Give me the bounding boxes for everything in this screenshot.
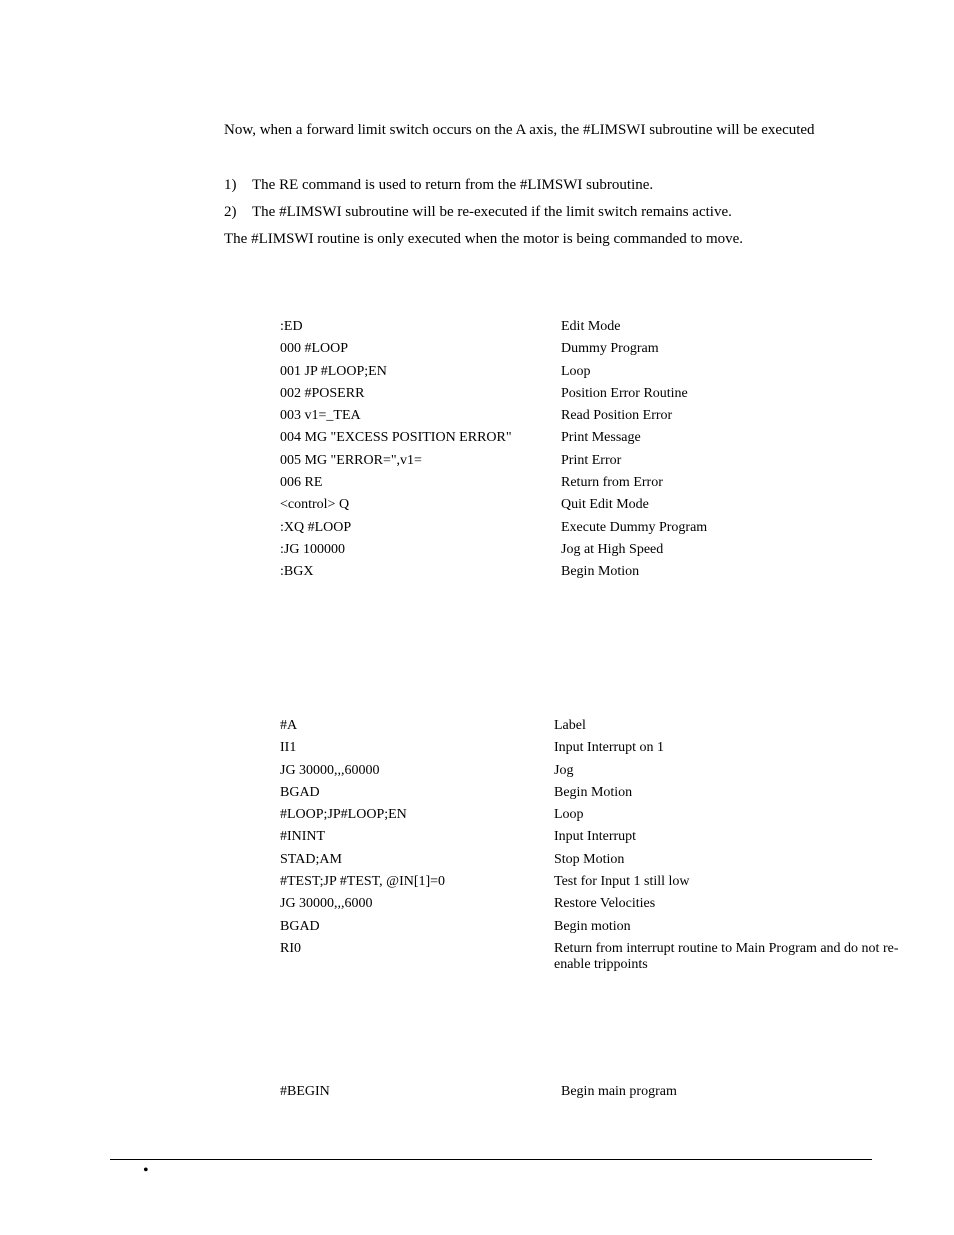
command-cell: RI0 — [280, 940, 301, 956]
command-cell: JG 30000,,,6000 — [280, 896, 373, 912]
command-cell: BGAD — [280, 918, 320, 934]
description-cell: Quit Edit Mode — [561, 497, 649, 513]
command-cell: #TEST;JP #TEST, @IN[1]=0 — [280, 874, 446, 890]
description-cell: Position Error Routine — [561, 385, 688, 401]
footer-bullet: • — [143, 1162, 149, 1179]
command-cell: 004 MG "EXCESS POSITION ERROR" — [280, 430, 512, 446]
command-cell: BGAD — [280, 784, 320, 800]
description-cell: Begin motion — [554, 918, 631, 934]
description-cell: Jog — [554, 762, 574, 778]
description-cell: Label — [554, 718, 586, 733]
command-cell: :BGX — [280, 564, 314, 580]
command-cell: <control> Q — [280, 497, 350, 513]
notes-list — [224, 176, 914, 230]
description-cell: Loop — [561, 363, 591, 379]
description-cell: Input Interrupt — [554, 829, 637, 845]
description-cell: Restore Velocities — [554, 896, 656, 912]
command-cell: :JG 100000 — [280, 541, 345, 557]
command-cell: 001 JP #LOOP;EN — [280, 363, 387, 379]
command-cell: 005 MG "ERROR=",v1= — [280, 452, 422, 468]
command-cell: 002 #POSERR — [280, 385, 365, 401]
command-cell: 006 RE — [280, 475, 323, 491]
command-cell: STAD;AM — [280, 851, 342, 867]
description-cell: Begin main program — [561, 1084, 677, 1099]
description-cell: Begin Motion — [561, 564, 640, 580]
list-item — [224, 176, 914, 203]
list-number: 2) — [224, 204, 237, 220]
description-cell: Print Error — [561, 452, 622, 468]
list-text: The RE command is used to return from the #LIMSWI subroutine. — [252, 177, 654, 193]
command-cell: 000 #LOOP — [280, 341, 349, 357]
description-cell: Begin Motion — [554, 784, 633, 800]
description-cell: Edit Mode — [561, 319, 621, 334]
description-cell: Read Position Error — [561, 408, 673, 424]
description-cell: Print Message — [561, 430, 641, 446]
command-cell: #LOOP;JP#LOOP;EN — [280, 807, 407, 823]
description-cell: Jog at High Speed — [561, 541, 664, 557]
command-cell: #A — [280, 718, 298, 733]
footer-divider — [110, 1159, 872, 1160]
description-cell: Dummy Program — [561, 341, 659, 357]
list-number: 1) — [224, 177, 237, 193]
list-text: The #LIMSWI subroutine will be re-executed if the limit switch remains active. — [252, 204, 732, 220]
description-cell: Test for Input 1 still low — [554, 874, 690, 890]
description-cell: Loop — [554, 807, 584, 823]
command-cell: :XQ #LOOP — [280, 519, 352, 535]
command-cell: #BEGIN — [280, 1084, 330, 1099]
final-note: The #LIMSWI routine is only executed when the motor is being commanded to move. — [224, 231, 744, 247]
list-item — [224, 203, 914, 230]
description-cell: Stop Motion — [554, 851, 625, 867]
command-cell: 003 v1=_TEA — [280, 408, 361, 424]
description-cell: Input Interrupt on 1 — [554, 740, 665, 756]
command-cell: #ININT — [280, 829, 326, 845]
command-cell: II1 — [280, 740, 297, 756]
command-cell: :ED — [280, 319, 303, 334]
description-cell: Return from Error — [561, 475, 663, 491]
command-cell: JG 30000,,,60000 — [280, 762, 380, 778]
intro-paragraph: Now, when a forward limit switch occurs on the A axis, the #LIMSWI subroutine will be executed — [224, 122, 815, 138]
description-cell: Execute Dummy Program — [561, 519, 708, 535]
description-cell: Return from interrupt routine to Main Program and do not re-enable trippoints — [554, 940, 899, 972]
